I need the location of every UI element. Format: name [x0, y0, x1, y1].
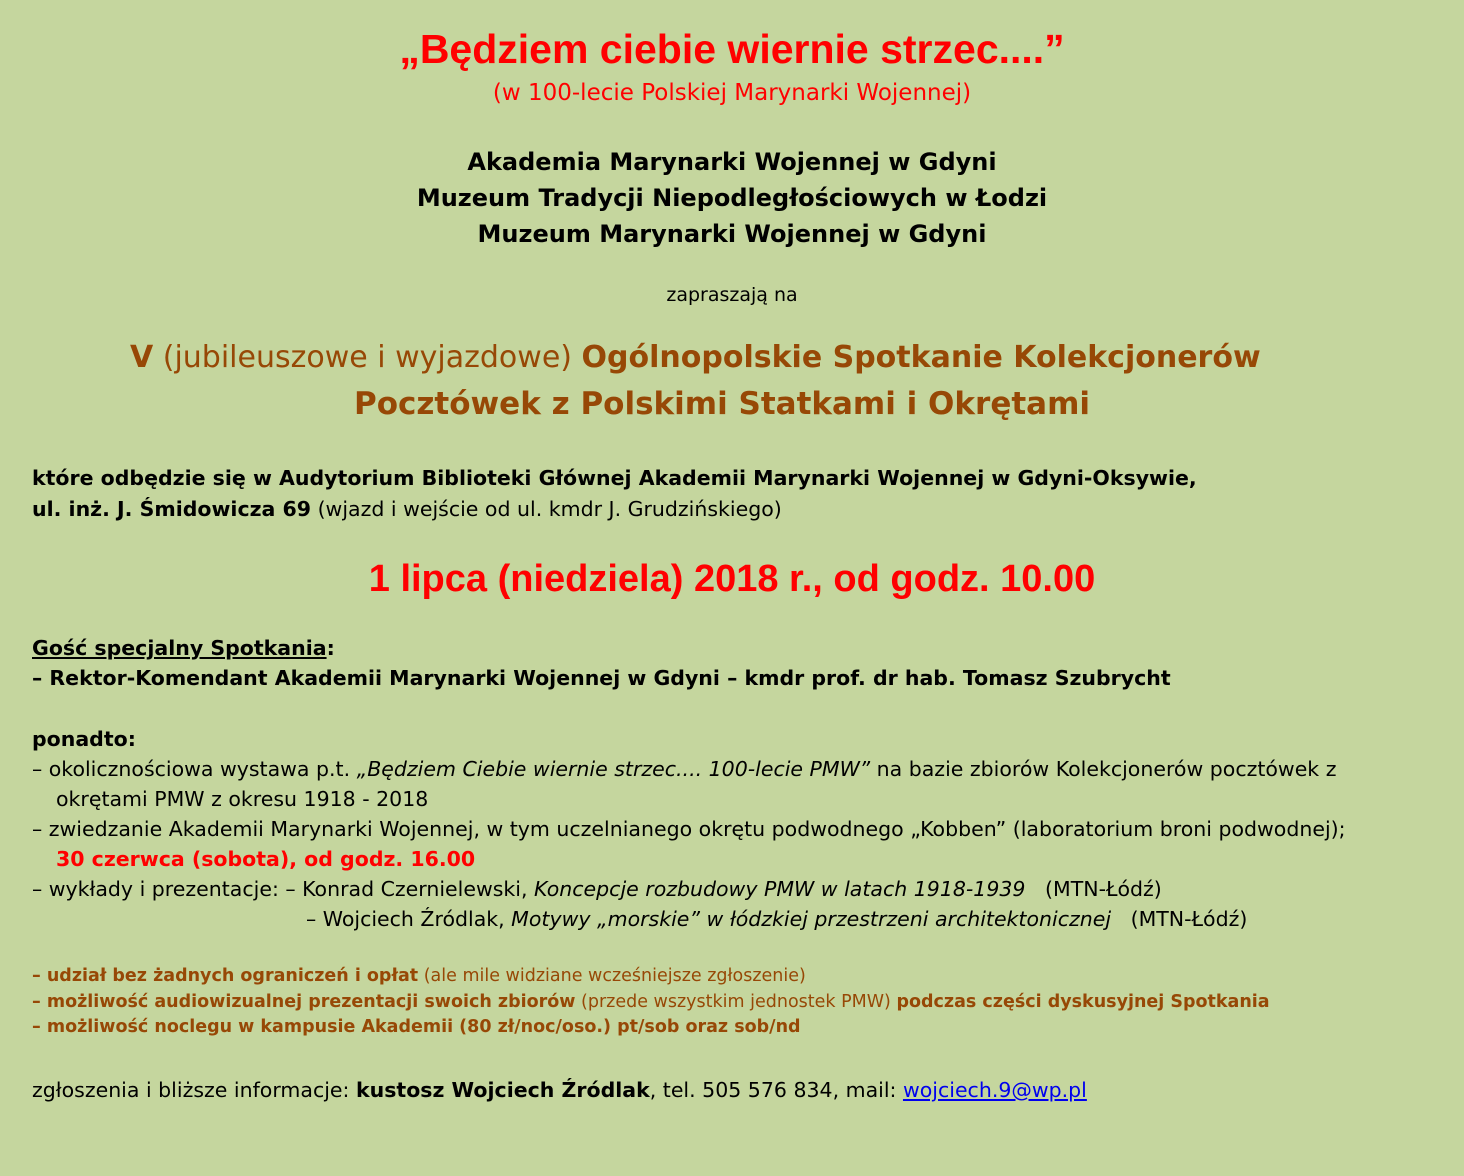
colon: : [326, 636, 335, 660]
contact-phone: , tel. 505 576 834, mail: [649, 1078, 903, 1102]
venue-line: które odbędzie się w Audytorium Biblioteki Głównej Akademii Marynarki Wojennej w Gdyni-Oksywie, [32, 466, 1197, 490]
text: zgłoszenia i bliższe informacje: [32, 1078, 356, 1102]
condition-item [32, 1017, 801, 1037]
guest-heading-line [32, 636, 335, 660]
tour-date: 30 czerwca (sobota), od godz. 16.00 [56, 847, 476, 871]
text: – możliwość noclegu w kampusie Akademii (80 zł/noc/oso.) pt/sob oraz sob/nd [32, 1017, 801, 1037]
event-title-line2: Pocztówek z Polskimi Statkami i Okrętami [353, 386, 1091, 422]
exhibit-line [32, 757, 1336, 781]
text: – udział bez żadnych ograniczeń i opłat [32, 966, 419, 986]
event-date: 1 lipca (niedziela) 2018 r., od godz. 10.00 [368, 558, 1096, 600]
page-title: „Będziem ciebie wiernie strzec....” [399, 26, 1065, 72]
venue-note: (wjazd i wejście od ul. kmdr J. Grudzińskiego) [311, 497, 782, 521]
page-subtitle: (w 100-lecie Polskiej Marynarki Wojennej) [492, 80, 972, 106]
email-link[interactable]: wojciech.9@wp.pl [902, 1078, 1087, 1102]
lecture-line-1 [32, 877, 1162, 901]
exhibit-line2: okrętami PMW z okresu 1918 - 2018 [56, 787, 429, 811]
text: (ale mile widziane wcześniejsze zgłoszenie) [418, 966, 806, 986]
text: – Wojciech Źródlak, [306, 907, 512, 931]
text: – okolicznościowa wystawa p.t. [32, 757, 357, 781]
organizer: Akademia Marynarki Wojennej w Gdyni [467, 148, 997, 176]
condition-item [32, 992, 1270, 1012]
organizer: Muzeum Marynarki Wojennej w Gdyni [477, 220, 987, 248]
text: na bazie zbiorów Kolekcjonerów pocztówek z [870, 757, 1337, 781]
guest-name: – Rektor-Komendant Akademii Marynarki Wojennej w Gdyni – kmdr prof. dr hab. Tomasz Szubrycht [32, 666, 1171, 690]
lecture-line-2 [306, 907, 1247, 931]
organizer: Muzeum Tradycji Niepodległościowych w Łodzi [416, 184, 1048, 212]
text: – wykłady i prezentacje: – Konrad Czernielewski, [32, 877, 535, 901]
event-qualifier: (jubileuszowe i wyjazdowe) [153, 340, 582, 375]
text: (przede wszystkim jednostek PMW) [575, 992, 897, 1012]
text: podczas części dyskusyjnej Spotkania [896, 992, 1270, 1012]
tour-line: – zwiedzanie Akademii Marynarki Wojennej, w tym uczelnianego okrętu podwodnego „Kobben” (laboratorium broni podwodnej); [32, 817, 1346, 841]
lecture-org: (MTN-Łódź) [1025, 877, 1162, 901]
contact-person: kustosz Wojciech Źródlak [355, 1078, 650, 1102]
event-number: V [130, 340, 154, 375]
lecture-title: Koncepcje rozbudowy PMW w latach 1918-1939 [534, 877, 1026, 901]
venue-address-line [32, 497, 782, 521]
additional-heading: ponadto: [32, 727, 136, 751]
condition-item [32, 966, 806, 986]
lecture-title: Motywy „morskie” w łódzkiej przestrzeni architektonicznej [511, 907, 1112, 931]
venue-address: ul. inż. J. Śmidowicza 69 [32, 497, 312, 521]
event-name: Ogólnopolskie Spotkanie Kolekcjonerów [581, 340, 1261, 375]
exhibit-title: „Będziem Ciebie wiernie strzec.... 100-lecie PMW” [356, 757, 871, 781]
event-title-line1 [130, 340, 1261, 375]
lecture-org: (MTN-Łódź) [1111, 907, 1248, 931]
invite-text: zapraszają na [666, 284, 798, 306]
guest-heading: Gość specjalny Spotkania [32, 636, 327, 660]
contact-line [32, 1078, 1087, 1102]
text: – możliwość audiowizualnej prezentacji swoich zbiorów [32, 992, 576, 1012]
